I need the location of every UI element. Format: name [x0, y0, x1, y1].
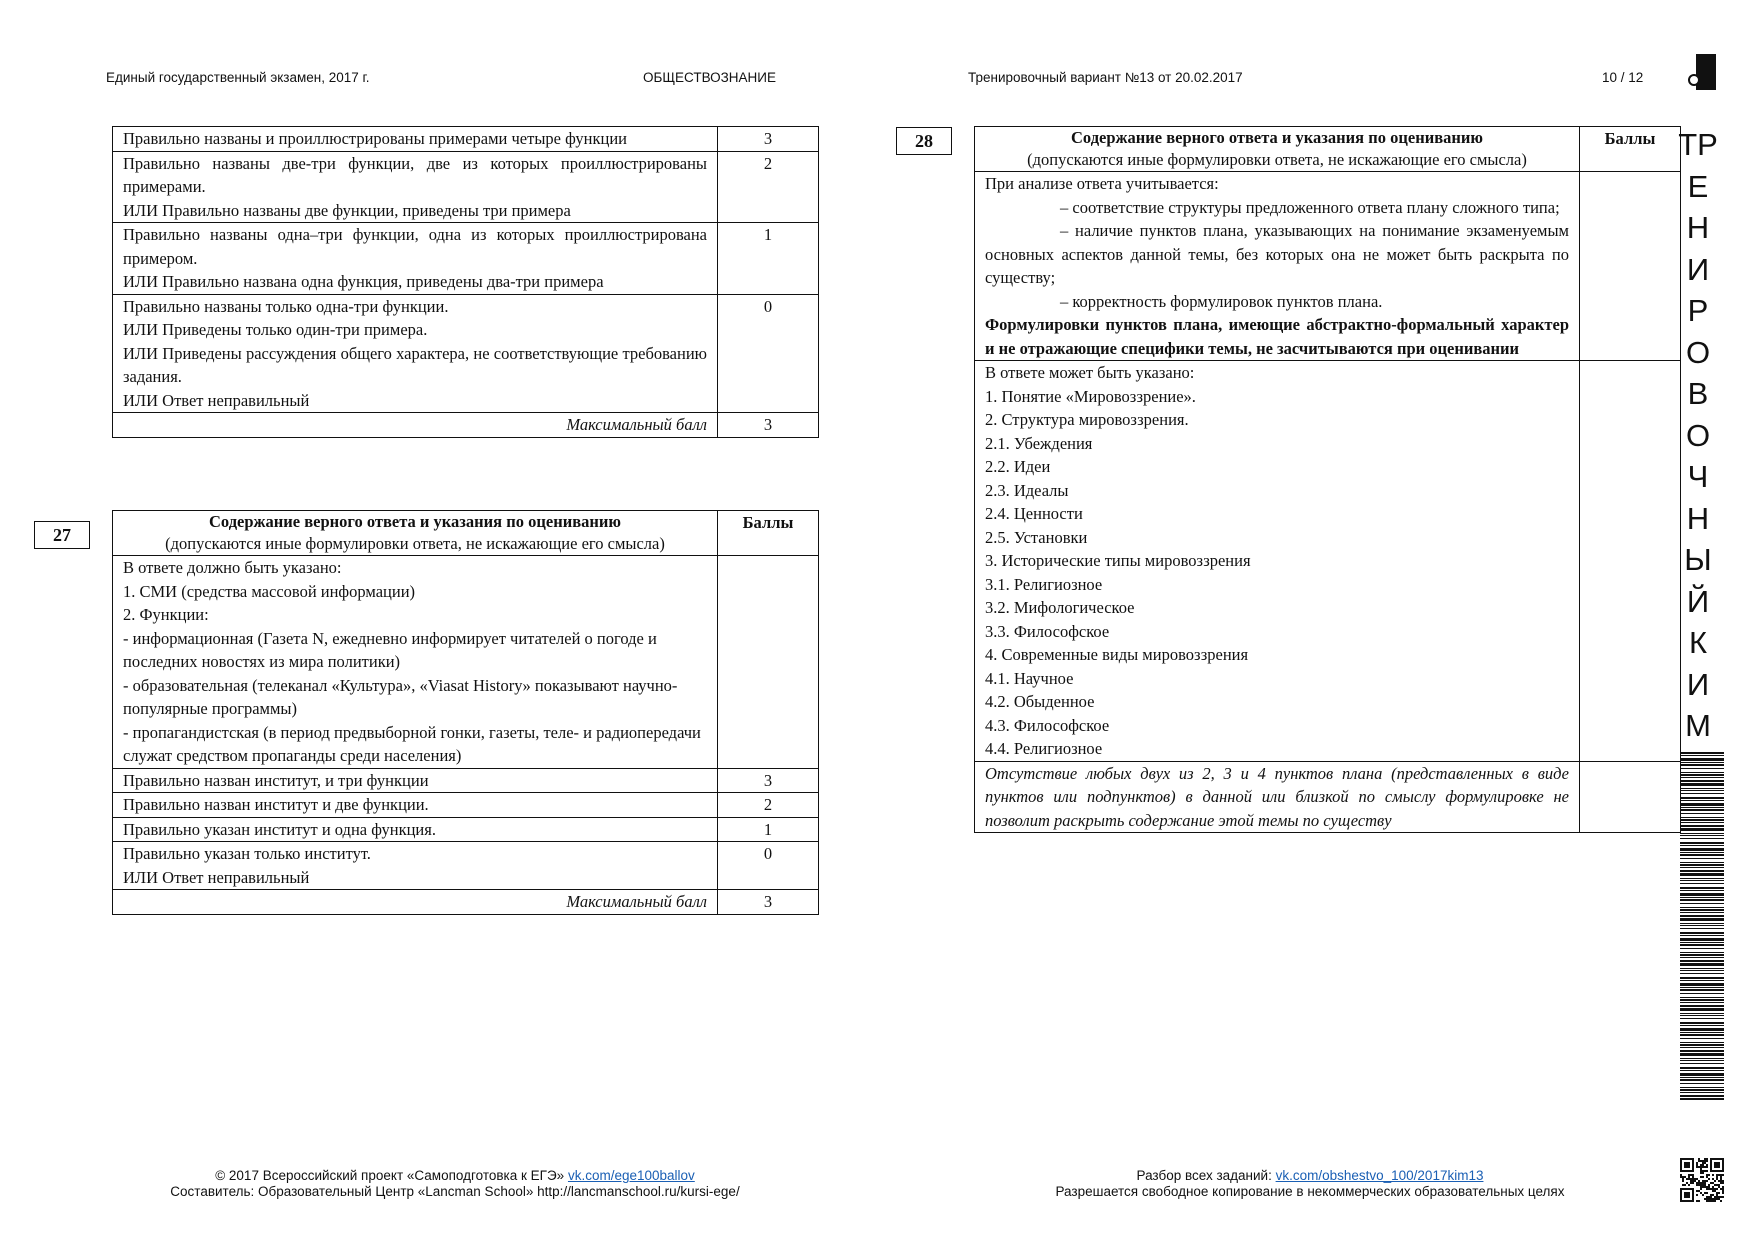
list-item: 3.1. Религиозное	[985, 574, 1103, 594]
criteria-cell: Правильно назван институт и две функции.	[113, 793, 718, 818]
list-item: 2.3. Идеалы	[985, 480, 1069, 500]
header-content-cell: Содержание верного ответа и указания по оцениванию (допускаются иные формулировки ответа, не искажающие его смысла)	[975, 127, 1580, 172]
list-item: 2.5. Установки	[985, 527, 1088, 547]
score-cell: 3	[718, 127, 819, 152]
table-row	[113, 842, 819, 890]
answer-content-row	[113, 556, 819, 769]
footer-left: © 2017 Всероссийский проект «Самоподготовка к ЕГЭ» vk.com/ege100ballov Составитель: Образовательный Центр «Lancman School» http://lancmanschool.ru/kursi-ege/	[170, 1168, 740, 1199]
criteria-cell: Правильно названы и проиллюстрированы примерами четыре функции	[113, 127, 718, 152]
table-header-row	[113, 511, 819, 556]
q28-scoring-table	[974, 126, 1681, 833]
list-item: 4.2. Обыденное	[985, 692, 1095, 711]
q26-scoring-table	[112, 126, 819, 438]
list-item: 4.4. Религиозное	[985, 739, 1103, 758]
plan-row	[975, 361, 1681, 762]
criteria-cell: Правильно названы только одна-три функции. ИЛИ Приведены только один-три примера. ИЛИ Приведены рассуждения общего характера, не соответствующие требованию задания. ИЛИ Ответ неправильный	[113, 294, 718, 413]
criteria-cell: Правильно указан институт и одна функция.	[113, 817, 718, 842]
page-number: 10 / 12	[1602, 70, 1644, 85]
analysis-row	[975, 172, 1681, 361]
note-row	[975, 761, 1681, 833]
list-item: 3.2. Мифологическое	[985, 598, 1135, 617]
table-row	[113, 793, 819, 818]
score-cell: 0	[718, 294, 819, 413]
list-item: 2.1. Убеждения	[985, 433, 1093, 453]
score-cell: 2	[718, 151, 819, 223]
max-score-value: 3	[718, 890, 819, 915]
max-score-row	[113, 890, 819, 915]
note-cell: Отсутствие любых двух из 2, 3 и 4 пунктов плана (представленных в виде пунктов или подпунктов) в данной или близкой по смыслу формулировке не позволит раскрыть содержание этой темы по существу	[975, 761, 1580, 833]
list-item: 3.3. Философское	[985, 621, 1110, 641]
list-item: 3. Исторические типы мировоззрения	[985, 551, 1251, 570]
table-row	[113, 127, 819, 152]
max-score-label: Максимальный балл	[113, 413, 718, 438]
max-score-label: Максимальный балл	[113, 890, 718, 915]
table-row	[113, 223, 819, 295]
table-row	[113, 294, 819, 413]
list-item: 4.3. Философское	[985, 715, 1110, 735]
list-item: 2.4. Ценности	[985, 504, 1083, 523]
score-cell: 0	[718, 842, 819, 890]
table-row	[113, 151, 819, 223]
question-number-28: 28	[896, 127, 952, 155]
score-cell: 1	[718, 223, 819, 295]
criteria-cell: Правильно названы одна–три функции, одна из которых проиллюстрирована примером. ИЛИ Правильно названа одна функция, приведены два-три примера	[113, 223, 718, 295]
header-points-cell: Баллы	[718, 511, 819, 556]
header-subject: ОБЩЕСТВОЗНАНИЕ	[643, 70, 776, 85]
score-cell: 3	[718, 768, 819, 793]
answer-content-cell: В ответе должно быть указано: 1. СМИ (средства массовой информации) 2. Функции: - информационная (Газета N, ежедневно информирует читателей о погоде и последних новостях из мира политики) - образовательная (телеканал «Культура», «Viasat History» показывают научно-популярные программы) - пропагандистская (в период предвыборной гонки, газеты, теле- и радиопередачи служат средством пропаганды среди населения)	[113, 556, 718, 769]
plan-cell: В ответе может быть указано: 1. Понятие «Мировоззрение». 2. Структура мировоззрения. 2.1. Убеждения 2.2. Идеи 2.3. Идеалы 2.4. Ценности 2.5. Установки 3. Исторические типы мировоззрения 3.1. Религиозное 3.2. Мифологическое 3.3. Философское 4. Современные виды мировоззрения 4.1. Научное 4.2. Обыденное 4.3. Философское 4.4. Религиозное	[975, 361, 1580, 762]
list-item: 2.2. Идеи	[985, 457, 1051, 476]
max-score-row	[113, 413, 819, 438]
criteria-cell: Правильно указан только институт. ИЛИ Ответ неправильный	[113, 842, 718, 890]
footer-analysis-link[interactable]: vk.com/obshestvo_100/2017kim13	[1275, 1168, 1484, 1183]
list-item: 1. Понятие «Мировоззрение».	[985, 386, 1196, 406]
header-points-cell: Баллы	[1580, 127, 1681, 172]
qr-code-icon	[1680, 1158, 1724, 1202]
footer-right: Разбор всех заданий: vk.com/obshestvo_100/2017kim13 Разрешается свободное копирование в некоммерческих образовательных целях	[1055, 1168, 1565, 1199]
table-row	[113, 768, 819, 793]
score-cell: 2	[718, 793, 819, 818]
list-item: 2. Структура мировоззрения.	[985, 410, 1189, 429]
header-exam-title: Единый государственный экзамен, 2017 г.	[106, 70, 370, 85]
criteria-cell: Правильно названы две-три функции, две из которых проиллюстрированы примерами. ИЛИ Правильно названы две функции, приведены три примера	[113, 151, 718, 223]
table-row	[113, 817, 819, 842]
footer-vk-link[interactable]: vk.com/ege100ballov	[567, 1168, 695, 1183]
header-content-cell: Содержание верного ответа и указания по оцениванию (допускаются иные формулировки ответа, не искажающие его смысла)	[113, 511, 718, 556]
barcode-icon	[1680, 752, 1724, 1100]
list-item: 4. Современные виды мировоззрения	[985, 645, 1249, 664]
score-cell: 1	[718, 817, 819, 842]
header-variant: Тренировочный вариант №13 от 20.02.2017	[968, 70, 1243, 85]
question-number-27: 27	[34, 521, 90, 549]
list-item: 4.1. Научное	[985, 668, 1074, 688]
q27-scoring-table	[112, 510, 819, 915]
max-score-value: 3	[718, 413, 819, 438]
criteria-cell: Правильно назван институт, и три функции	[113, 768, 718, 793]
vertical-training-label: ТР Е Н И Р О В О Ч Н Ы Й К И М	[1678, 127, 1718, 743]
table-header-row	[975, 127, 1681, 172]
corner-registration-icon	[1688, 54, 1716, 90]
analysis-cell: При анализе ответа учитывается: – соответствие структуры предложенного ответа плану сложного типа; – наличие пунктов плана, указывающих на понимание экзаменуемым основных аспектов данной темы, без которых она не может быть раскрыта по существу; – корректность формулировок пунктов плана. Формулировки пунктов плана, имеющие абстрактно-формальный характер и не отражающие специфики темы, не засчитываются при оценивании	[975, 172, 1580, 361]
